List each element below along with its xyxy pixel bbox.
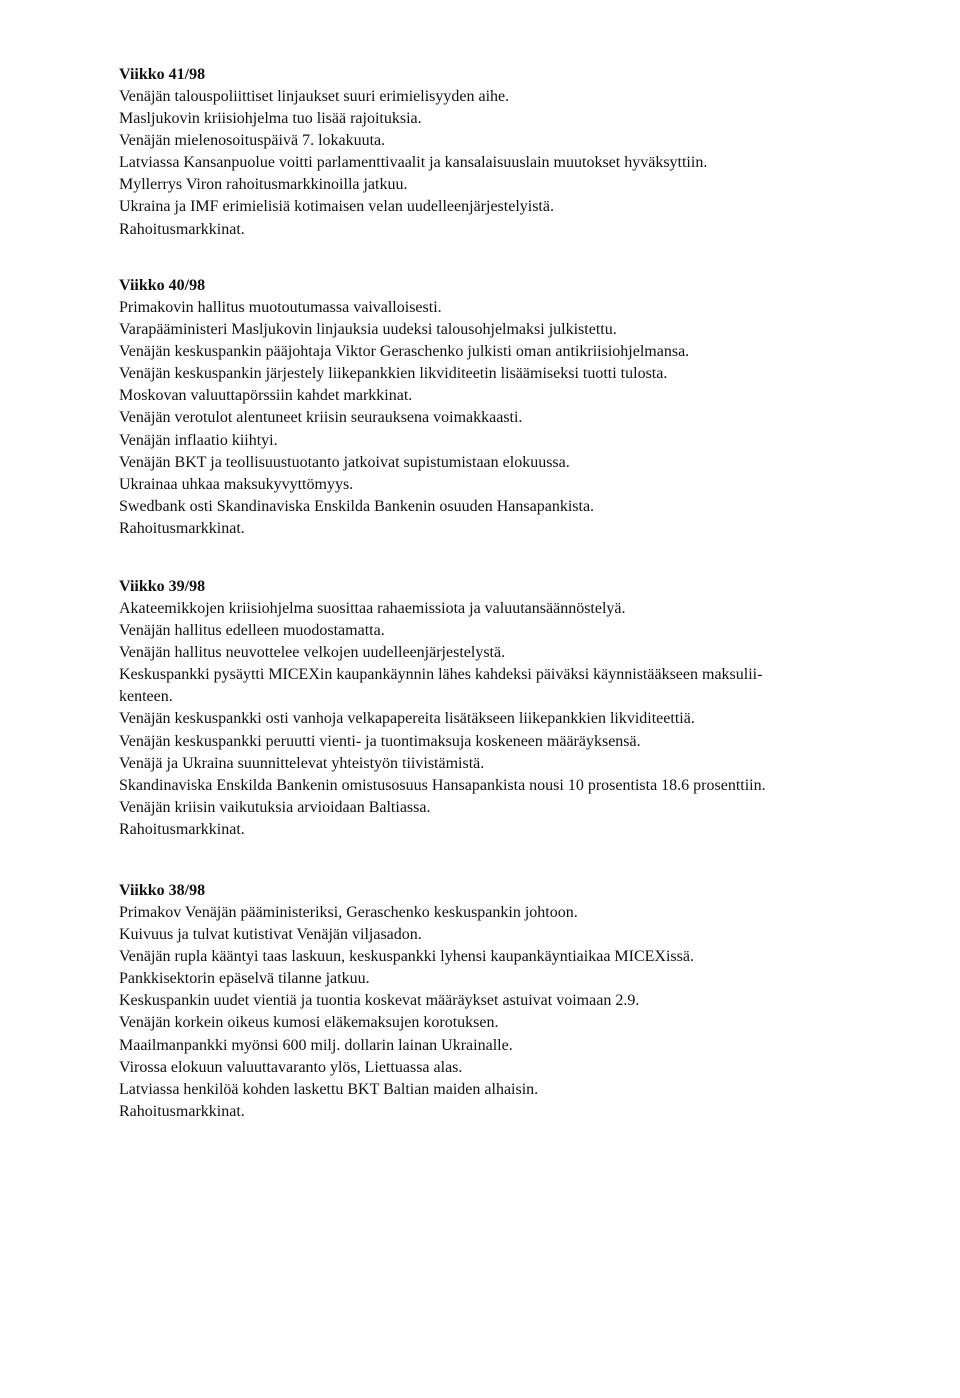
news-line: Venäjän keskuspankki peruutti vienti- ja tuontimaksuja koskeneen määräyksensä.	[119, 732, 641, 750]
news-line: Rahoitusmarkkinat.	[119, 519, 245, 537]
news-line: Myllerrys Viron rahoitusmarkkinoilla jatkuu.	[119, 176, 408, 194]
news-line: Akateemikkojen kriisiohjelma suosittaa rahaemissiota ja valuutansäännöstelyä.	[119, 600, 626, 617]
news-line: Skandinaviska Enskilda Bankenin omistusosuus Hansapankista nousi 10 prosentista 18.6 prosenttiin.	[119, 776, 766, 794]
news-line: Swedbank osti Skandinaviska Enskilda Bankenin osuuden Hansapankista.	[119, 497, 595, 515]
news-line: Moskovan valuuttapörssiin kahdet markkinat.	[119, 387, 413, 405]
news-line: Latviassa Kansanpuolue voitti parlamenttivaalit ja kansalaisuuslain muutokset hyväksyttiin.	[119, 154, 708, 172]
news-line: kenteen.	[119, 688, 173, 706]
week-section	[119, 880, 899, 1123]
news-line: Ukrainaa uhkaa maksukyvyttömyys.	[119, 475, 354, 493]
news-line: Keskuspankki pysäytti MICEXin kaupankäynnin lähes kahdeksi päiväksi käynnistääkseen maksulii-	[119, 666, 763, 684]
news-line: Venäjän talouspoliittiset linjaukset suuri erimielisyyden aihe.	[119, 88, 510, 105]
news-line: Venäjän BKT ja teollisuustuotanto jatkoivat supistumistaan elokuussa.	[119, 453, 570, 471]
news-line: Rahoitusmarkkinat.	[119, 220, 245, 238]
week-section	[119, 576, 899, 841]
news-line: Keskuspankin uudet vientiä ja tuontia koskevat määräykset astuivat voimaan 2.9.	[119, 992, 640, 1010]
week-heading: Viikko 40/98	[119, 277, 206, 294]
week-heading: Viikko 39/98	[119, 578, 206, 595]
week-heading: Viikko 38/98	[119, 882, 206, 899]
news-line: Venäjän verotulot alentuneet kriisin seurauksena voimakkaasti.	[119, 409, 523, 427]
news-line: Primakovin hallitus muotoutumassa vaivalloisesti.	[119, 299, 442, 316]
news-line: Primakov Venäjän pääministeriksi, Geraschenko keskuspankin johtoon.	[119, 904, 578, 921]
news-line: Rahoitusmarkkinat.	[119, 820, 245, 838]
week-section	[119, 64, 899, 241]
news-line: Venäjän keskuspankin järjestely liikepankkien likviditeetin lisäämiseksi tuotti tulosta.	[119, 365, 668, 383]
news-line: Venäjän mielenosoituspäivä 7. lokakuuta.	[119, 132, 386, 150]
news-line: Venäjän keskuspankin pääjohtaja Viktor Geraschenko julkisti oman antikriisiohjelmansa.	[119, 343, 690, 361]
news-line: Masljukovin kriisiohjelma tuo lisää rajoituksia.	[119, 110, 422, 128]
news-line: Venäjä ja Ukraina suunnittelevat yhteistyön tiivistämistä.	[119, 754, 485, 772]
news-line: Venäjän hallitus neuvottelee velkojen uudelleenjärjestelystä.	[119, 644, 506, 662]
news-line: Varapääministeri Masljukovin linjauksia uudeksi talousohjelmaksi julkistettu.	[119, 321, 617, 339]
news-line: Venäjän inflaatio kiihtyi.	[119, 431, 278, 449]
week-section	[119, 275, 899, 540]
news-line: Ukraina ja IMF erimielisiä kotimaisen velan uudelleenjärjestelyistä.	[119, 198, 554, 216]
news-line: Latviassa henkilöä kohden laskettu BKT Baltian maiden alhaisin.	[119, 1080, 539, 1098]
news-line: Pankkisektorin epäselvä tilanne jatkuu.	[119, 970, 370, 988]
news-line: Maailmanpankki myönsi 600 milj. dollarin lainan Ukrainalle.	[119, 1036, 513, 1054]
news-line: Venäjän hallitus edelleen muodostamatta.	[119, 622, 385, 640]
news-line: Venäjän korkein oikeus kumosi eläkemaksujen korotuksen.	[119, 1014, 499, 1032]
news-line: Venäjän kriisin vaikutuksia arvioidaan Baltiassa.	[119, 798, 431, 816]
news-line: Venäjän keskuspankki osti vanhoja velkapapereita lisätäkseen liikepankkien likviditeettiä.	[119, 710, 695, 728]
news-line: Kuivuus ja tulvat kutistivat Venäjän viljasadon.	[119, 926, 422, 944]
news-line: Venäjän rupla kääntyi taas laskuun, keskuspankki lyhensi kaupankäyntiaikaa MICEXissä.	[119, 948, 694, 966]
week-heading: Viikko 41/98	[119, 66, 206, 83]
news-line: Rahoitusmarkkinat.	[119, 1102, 245, 1120]
news-line: Virossa elokuun valuuttavaranto ylös, Liettuassa alas.	[119, 1058, 463, 1076]
